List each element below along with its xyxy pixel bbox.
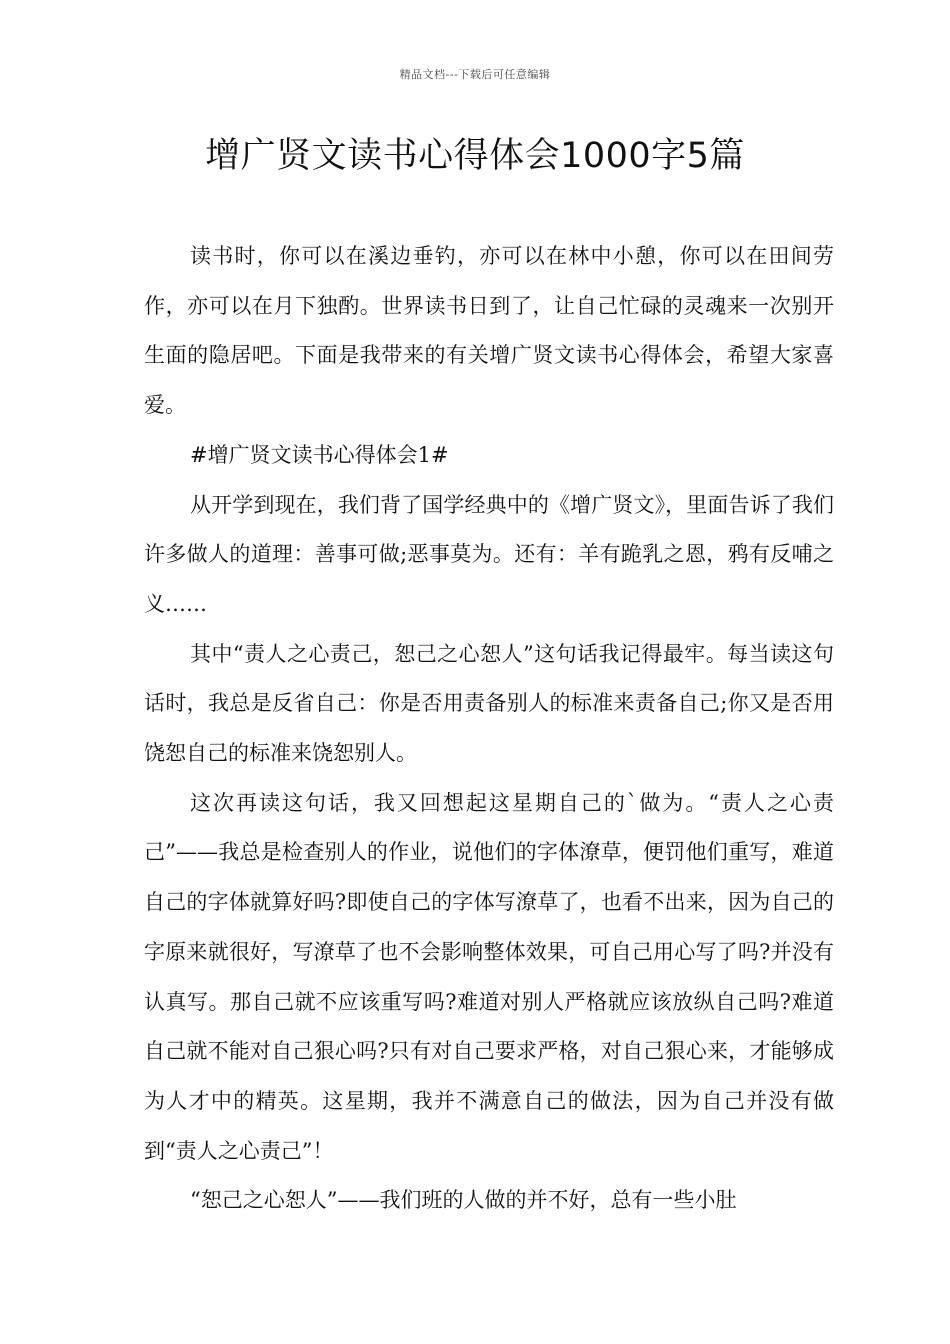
section-heading: #增广贤文读书心得体会1# xyxy=(190,442,449,467)
paragraph-intro: 读书时，你可以在溪边垂钓，亦可以在林中小憩，你可以在田间劳作，亦可以在月下独酌。世界读书日到了，让自己忙碌的灵魂来一次别开生面的隐居吧。下面是我带来的有关增广贤文读书心得体会，希望大家喜爱。 xyxy=(144,244,834,418)
document-title: 增广贤文读书心得体会1000字5篇 xyxy=(205,136,745,176)
header-note: 精品文档---下载后可任意编辑 xyxy=(399,68,551,81)
paragraph: 从开学到现在，我们背了国学经典中的《增广贤文》，里面告诉了我们许多做人的道理：善事可做;恶事莫为。还有：羊有跪乳之恩，鸦有反哺之义…… xyxy=(144,492,834,616)
paragraph: “恕己之心恕人”——我们班的人做的并不好，总有一些小肚 xyxy=(190,1188,737,1213)
paragraph: 这次再读这句话，我又回想起这星期自己的`做为。“责人之心责己”——我总是检查别人的作业，说他们的字体潦草，便罚他们重写，难道自己的字体就算好吗?即使自己的字体写潦草了，也看不出来，因为自己的字原来就很好，写潦草了也不会影响整体效果，可自己用心写了吗?并没有认真写。那自己就不应该重写吗?难道对别人严格就应该放纵自己吗?难道自己就不能对自己狠心吗?只有对自己要求严格，对自己狠心来，才能够成为人才中的精英。这星期，我并不满意自己的做法，因为自己并没有做到“责人之心责己”！ xyxy=(144,790,834,1163)
paragraph: 其中“责人之心责己，恕己之心恕人”这句话我记得最牢。每当读这句话时，我总是反省自己：你是否用责备别人的标准来责备自己;你又是否用饶恕自己的标准来饶恕别人。 xyxy=(144,641,834,766)
document-body xyxy=(144,232,834,1226)
